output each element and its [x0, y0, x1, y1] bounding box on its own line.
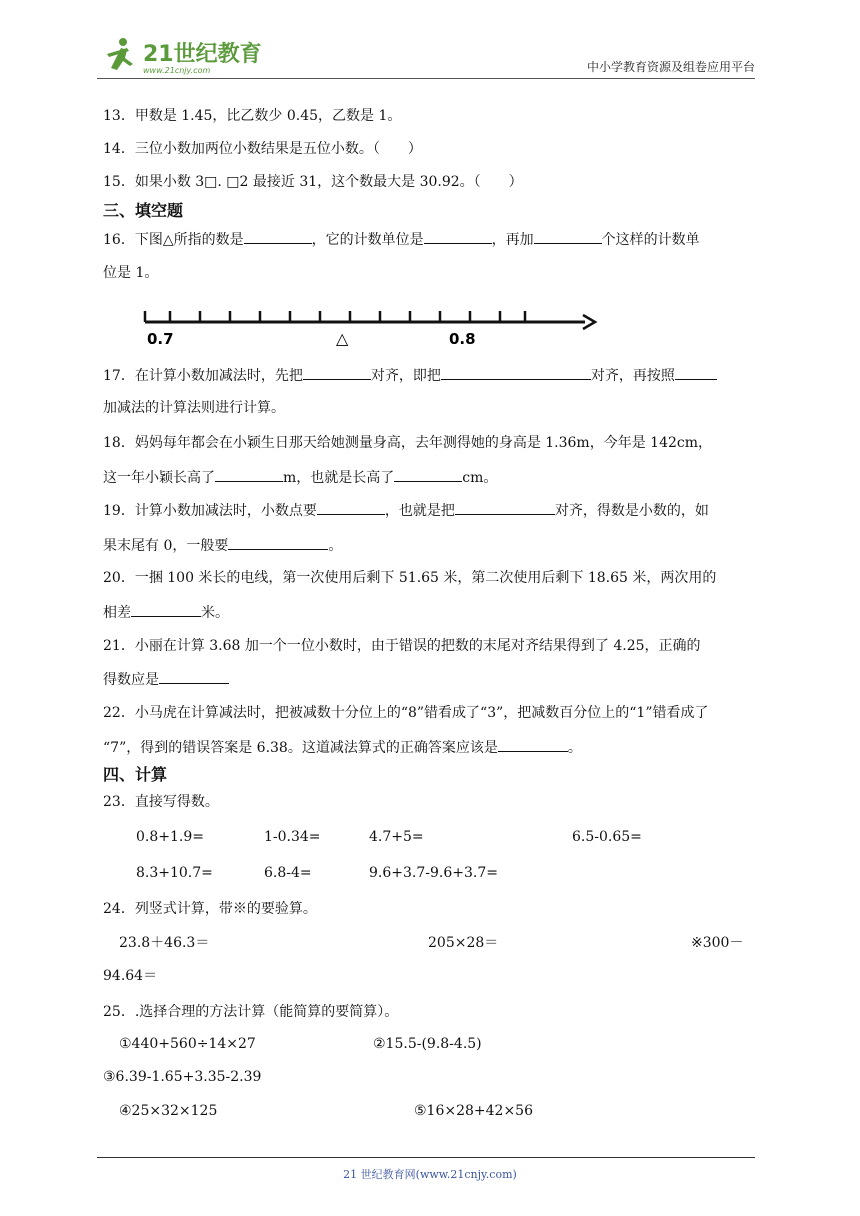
footer: 21 世纪教育网(www.21cnjy.com)	[343, 1168, 517, 1181]
expr: 6.8-4=	[264, 865, 312, 881]
question-18-cont: 这一年小颖长高了 m，也就是长高了 cm。	[103, 467, 497, 488]
question-16: 16．下图△所指的数是 ，它的计数单位是 ，再加 个这样的计数单	[103, 229, 700, 250]
answer-blank[interactable]	[228, 535, 328, 550]
question-19: 19．计算小数加减法时，小数点要 ，也就是把 对齐，得数是小数的，如	[103, 500, 709, 521]
question-22-cont: “7”，得到的错误答案是 6.38。这道减法算式的正确答案应该是 。	[103, 737, 582, 758]
footer-divider	[97, 1157, 755, 1158]
question-23: 23．直接写得数。	[103, 794, 219, 810]
question-13: 13．甲数是 1.45，比乙数少 0.45，乙数是 1。	[103, 108, 402, 124]
label-right: 0.8	[449, 330, 476, 348]
expr: ①440+560÷14×27	[119, 1036, 256, 1052]
expr: ③6.39-1.65+3.35-2.39	[103, 1069, 262, 1085]
label-left: 0.7	[147, 330, 174, 348]
expr: ※300－	[691, 935, 744, 951]
answer-blank[interactable]	[394, 467, 462, 482]
site-name: 中小学教育资源及组卷应用平台	[586, 60, 755, 74]
expr: 6.5-0.65=	[572, 829, 642, 845]
question-21: 21．小丽在计算 3.68 加一个一位小数时，由于错误的把数的末尾对齐结果得到了 4.25，正确的	[103, 638, 701, 654]
question-15: 15．如果小数 3□. □2 最接近 31，这个数最大是 30.92。（ ）	[103, 174, 523, 190]
answer-blank[interactable]	[131, 602, 201, 617]
answer-blank[interactable]	[534, 229, 602, 244]
expr: 1-0.34=	[264, 829, 321, 845]
svg-text:www.21cnjy.com: www.21cnjy.com	[143, 66, 211, 75]
question-20: 20．一捆 100 米长的电线，第一次使用后剩下 51.65 米，第二次使用后剩下 18.65 米，两次用的	[103, 570, 717, 586]
answer-blank[interactable]	[498, 737, 568, 752]
answer-blank[interactable]	[303, 365, 371, 380]
question-25: 25．.选择合理的方法计算（能简算的要简算）。	[103, 1004, 399, 1020]
expr: ⑤16×28+42×56	[414, 1103, 533, 1119]
question-21-cont: 得数应是	[103, 669, 229, 690]
question-22: 22．小马虎在计算减法时，把被减数十分位上的“8”错看成了“3”，把减数百分位上的“1”错看成了	[103, 705, 709, 721]
answer-blank[interactable]	[441, 365, 591, 380]
answer-blank[interactable]	[675, 365, 717, 380]
svg-text:21世纪教育: 21世纪教育	[143, 42, 262, 67]
section-fill-in: 三、填空题	[103, 201, 184, 220]
expr: 0.8+1.9=	[136, 829, 204, 845]
logo	[97, 34, 267, 76]
expr: 94.64＝	[103, 968, 158, 984]
triangle-marker: △	[336, 329, 349, 348]
section-calculation: 四、计算	[103, 765, 168, 784]
question-19-cont: 果末尾有 0，一般要 。	[103, 535, 342, 556]
answer-blank[interactable]	[215, 467, 283, 482]
expr: 4.7+5=	[369, 829, 424, 845]
page-header	[97, 30, 755, 79]
answer-blank[interactable]	[424, 229, 492, 244]
question-18: 18．妈妈每年都会在小颖生日那天给她测量身高，去年测得她的身高是 1.36m，今年是 142cm，	[103, 435, 712, 451]
answer-blank[interactable]	[244, 229, 312, 244]
expr: 205×28＝	[428, 935, 499, 951]
expr: ④25×32×125	[119, 1103, 218, 1119]
question-24: 24．列竖式计算，带※的要验算。	[103, 901, 317, 917]
question-14: 14．三位小数加两位小数结果是五位小数。（ ）	[103, 141, 422, 157]
expr: 8.3+10.7=	[136, 865, 213, 881]
number-line	[143, 300, 603, 350]
question-16-cont: 位是 1。	[103, 265, 159, 281]
question-17-cont: 加减法的计算法则进行计算。	[103, 400, 285, 416]
expr: 23.8＋46.3＝	[119, 935, 210, 951]
expr: 9.6+3.7-9.6+3.7=	[369, 865, 498, 881]
answer-blank[interactable]	[317, 500, 385, 515]
question-20-cont: 相差 米。	[103, 602, 229, 623]
answer-blank[interactable]	[159, 669, 229, 684]
expr: ②15.5-(9.8-4.5)	[373, 1036, 482, 1052]
answer-blank[interactable]	[455, 500, 555, 515]
question-17: 17．在计算小数加减法时，先把 对齐，即把 对齐，再按照	[103, 365, 717, 386]
